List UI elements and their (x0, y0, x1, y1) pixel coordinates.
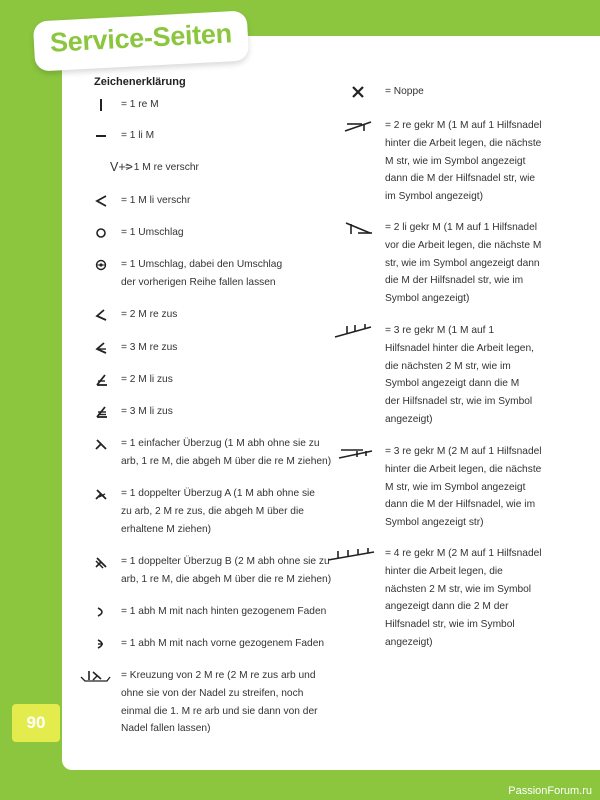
cable-3-b-icon (336, 443, 376, 461)
legend-heading: Zeichenerklärung (94, 76, 186, 88)
cable-2-left-purl-icon (340, 219, 376, 237)
knit-stitch-icon (90, 96, 112, 114)
cross-purl-stitch-icon (90, 192, 112, 210)
watermark: PassionForum.ru (508, 785, 592, 797)
page-number: 90 (26, 713, 46, 732)
slip-yarn-front-icon (90, 635, 112, 653)
slip-yarn-back-icon (90, 603, 112, 621)
double-decrease-b-icon (90, 553, 112, 571)
cable-2-right-knit-icon (340, 117, 376, 135)
p3tog-icon (90, 403, 112, 421)
cable-3-a-icon (332, 322, 376, 340)
p2tog-icon (90, 371, 112, 389)
crossing-icon (78, 667, 112, 685)
yarn-over-icon (90, 224, 112, 242)
cable-4-icon (326, 545, 376, 563)
bobble-icon (340, 83, 376, 101)
cross-knit-stitch-icon: V+> (110, 160, 133, 174)
purl-stitch-icon (90, 127, 112, 145)
drop-yarn-over-icon (90, 256, 112, 274)
double-decrease-a-icon (90, 485, 112, 503)
page-number-badge (12, 704, 60, 742)
page-title: Service-Seiten (49, 18, 233, 58)
k2tog-icon (90, 306, 112, 324)
single-decrease-icon (90, 435, 112, 453)
k3tog-icon (90, 339, 112, 357)
